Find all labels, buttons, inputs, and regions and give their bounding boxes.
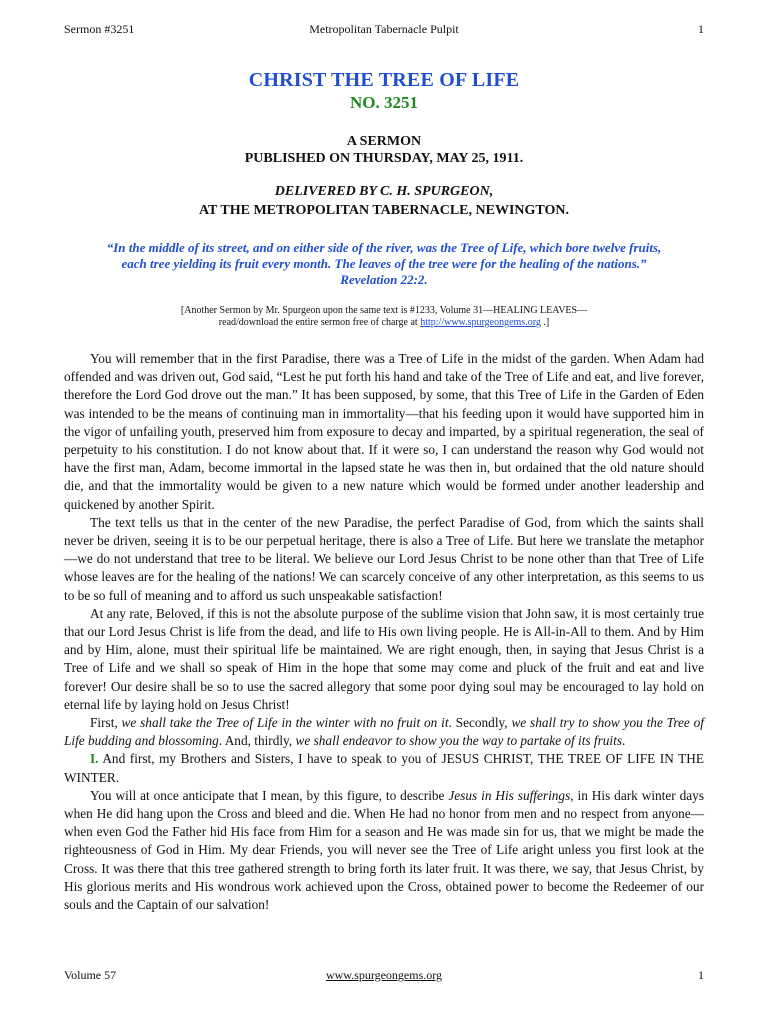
outline-text: .	[622, 733, 626, 749]
paragraph-2: The text tells us that in the center of the new Paradise, the perfect Paradise of God, from which the saints shall never be driven, seeing it is to be our perpetual heritage, there is also a Tree of Life. But here we translate the metaphor—we do not understand that tree to be literal. We believe our Lord Jesus Christ to be none other than that Tree of Life whose leaves are for the healing of the nations! We can scarcely conceive of any other interpretation, as this seems to us to be so full of meaning and to afford us such unspeakable satisfaction!	[64, 514, 704, 603]
outline-point-2: we shall try to show you the Tree of Life budding and blossoming	[64, 715, 704, 749]
subtitle-published: PUBLISHED ON THURSDAY, MAY 25, 1911.	[244, 151, 524, 166]
delivered-by: DELIVERED BY C. H. SPURGEON,	[274, 184, 494, 199]
scripture-verse	[96, 240, 672, 288]
paragraph-outline	[64, 714, 704, 750]
outline-text: . Secondly,	[448, 715, 512, 731]
paragraph-6-text: You will at once anticipate that I mean, by this figure, to describe	[90, 787, 449, 803]
paragraph-6-emphasis: Jesus in His sufferings	[448, 787, 571, 803]
spurgeongems-link[interactable]: http://www.spurgeongems.org	[420, 317, 541, 328]
outline-point-1: we shall take the Tree of Life in the winter with no fruit on it	[121, 715, 449, 731]
note-line-2	[96, 317, 672, 329]
footer-website-wrap	[64, 968, 704, 983]
section-heading-text: And first, my Brothers and Sisters, I have to speak to you of JESUS CHRIST, THE TREE OF LIFE IN THE WINTER.	[64, 751, 704, 785]
note-line-1: [Another Sermon by Mr. Spurgeon upon the same text is #1233, Volume 31—HEALING LEAVES—	[180, 305, 588, 316]
paragraph-1: You will remember that in the first Paradise, there was a Tree of Life in the midst of the garden. When Adam had offended and was driven out, God said, “Lest he put forth his hand and take of the Tree of Life and eat, and live forever, therefore the Lord God drove out the man.” It has been supposed, by some, that this Tree of Life in the Garden of Eden was intended to be the means of continuing man in immortality—that his feeding upon it would have supported him in the vigor of unfailing youth, preserved him from exposure to decay and imparted, by a spiritual regeneration, the seal of perpetuity to his constitution. I do not know about that. If it were so, I can understand the reason why God would not have the first man, Adam, become immortal in the lapsed state he was then in, but ordained that the old nature should die, and that the immortality would be given to a new nature which would be formed under another leadership and quickened by another Spirit.	[64, 351, 704, 512]
header-publication: Metropolitan Tabernacle Pulpit	[309, 22, 459, 36]
header-sermon-number: Sermon #3251	[64, 22, 135, 36]
related-sermon-note	[96, 305, 672, 329]
outline-point-3: we shall endeavor to show you the way to partake of its fruits	[295, 733, 622, 749]
outline-text: First,	[90, 715, 122, 731]
note-line-2-text: read/download the entire sermon free of charge at	[218, 317, 421, 328]
page-footer	[64, 968, 704, 984]
sermon-body	[64, 350, 704, 914]
footer-page-number: 1	[698, 968, 704, 982]
subtitle-a-sermon: A SERMON	[346, 134, 422, 149]
sermon-title: CHRIST THE TREE OF LIFE	[248, 69, 520, 91]
verse-line-1: “In the middle of its street, and on either side of the river, was the Tree of Life, which bore twelve fruits,	[106, 240, 662, 255]
location: AT THE METROPOLITAN TABERNACLE, NEWINGTON.	[198, 203, 570, 218]
section-numeral: I.	[90, 751, 99, 767]
footer-website-link[interactable]: www.spurgeongems.org	[325, 968, 443, 982]
paragraph-3: At any rate, Beloved, if this is not the absolute purpose of the sublime vision that John saw, it is most certainly true that our Lord Jesus Christ is life from the dead, and life to His own living people. He is All-in-All to them. And by Him and by Him, alone, must their spiritual life be maintained. We are right enough, then, in saying that Jesus Christ is a Tree of Life and we shall so speak of Him in the hope that some may come and pluck of the fruit and eat and live forever! Our desire shall be so to use the sacred allegory that some poor dying soul may be encouraged to lay hold on eternal life by laying hold on Jesus Christ!	[64, 605, 704, 712]
sermon-number: NO. 3251	[350, 93, 418, 112]
verse-reference: Revelation 22:2.	[340, 272, 428, 287]
verse-line-2: each tree yielding its fruit every month. The leaves of the tree were for the healing of the nations.”	[121, 256, 647, 271]
paragraph-6	[64, 787, 704, 914]
outline-text: . And, thirdly,	[218, 733, 296, 749]
page-header	[64, 22, 704, 38]
paragraph-6-text-rest: , in His dark winter days when He did hang upon the Cross and bleed and die. When He had no honor from men and no respect from anyone—when even God the Father hid His face from Him for a season and He was made sin for us, that we might be made the righteousness of God in Him. My dear Friends, you will never see the Tree of Life aright unless you first look at the Cross. It was there that this tree gathered strength to bring forth its later fruit. It was there, we say, that Jesus Christ, by His glorious merits and His wondrous work achieved upon the Cross, obtained power to become the Redeemer of our souls and the Captain of our salvation!	[64, 787, 704, 913]
note-line-2-end: .]	[540, 317, 550, 328]
footer-volume: Volume 57	[64, 968, 117, 982]
paragraph-section-1	[64, 750, 704, 786]
header-page-number: 1	[698, 22, 704, 36]
